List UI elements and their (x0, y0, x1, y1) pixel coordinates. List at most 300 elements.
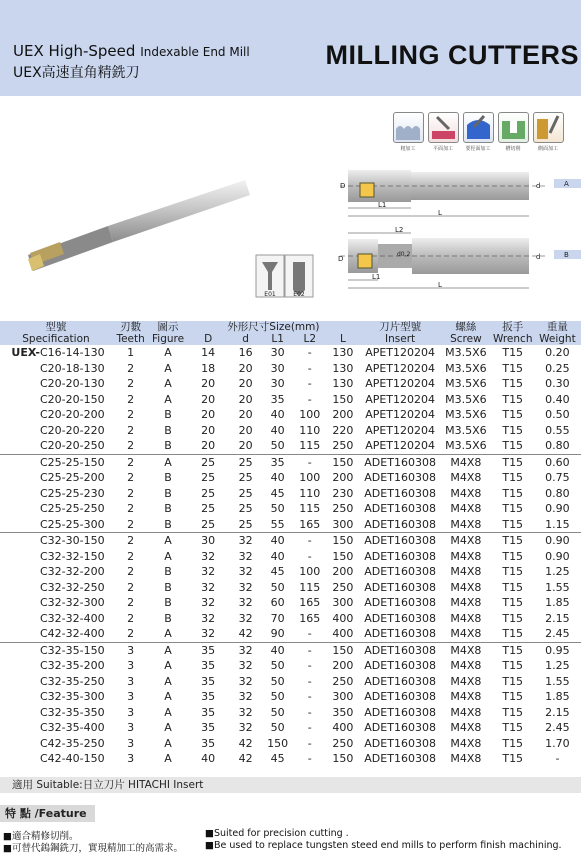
table-cell: M3.5X6 (445, 408, 487, 422)
table-cell: 35 (201, 674, 216, 688)
spec-cell (0, 564, 112, 580)
table-cell: T15 (502, 471, 524, 485)
table-cell: 230 (332, 486, 354, 500)
table-cell: 2 (127, 408, 135, 422)
table-row (0, 407, 581, 423)
table-cell: T15 (502, 659, 524, 673)
table-cell: B (164, 517, 172, 531)
spec-code: C25-25-230 (40, 486, 105, 500)
table-cell: 35 (262, 454, 294, 470)
table-cell: 32 (201, 565, 216, 579)
table-cell: T15 (502, 408, 524, 422)
table-cell: 50 (270, 502, 285, 516)
table-cell: 0.95 (534, 642, 581, 658)
table-cell: T15 (502, 674, 524, 688)
table-cell: 40 (270, 471, 285, 485)
table-cell: A (164, 674, 172, 688)
svg-text:d: d (536, 182, 541, 190)
spec-code: C42-35-250 (40, 736, 105, 750)
table-cell: 150 (326, 533, 360, 549)
table-cell: T15 (502, 377, 524, 391)
table-cell: 45 (270, 752, 285, 766)
table-cell: B (164, 408, 172, 422)
spec-code: C32-35-350 (40, 705, 105, 719)
feature-en-line-1: ■Suited for precision cutting . (205, 828, 349, 839)
table-row (0, 626, 581, 642)
table-cell: 3 (127, 674, 135, 688)
table-row (0, 595, 581, 611)
table-cell: 2 (127, 423, 135, 437)
spec-code: C32-32-200 (40, 565, 105, 579)
table-cell: 25 (201, 517, 216, 531)
table-row (0, 470, 581, 486)
table-cell: 50 (270, 674, 285, 688)
svg-text:D: D (340, 182, 346, 190)
table-cell: - (307, 705, 312, 719)
table-cell: 45 (270, 565, 285, 579)
spec-code: C42-32-400 (40, 627, 105, 641)
feature-title: 特 點 /Feature (0, 805, 95, 822)
spec-cell (0, 470, 112, 486)
table-cell: M4X8 (450, 502, 482, 516)
table-cell: 130 (332, 346, 354, 360)
table-cell: 32 (238, 674, 253, 688)
spec-code: C20-18-130 (40, 361, 105, 375)
table-cell: 165 (299, 596, 321, 610)
table-cell: 250 (332, 439, 354, 453)
product-drawings (0, 150, 581, 320)
spec-prefix: UEX- (11, 346, 40, 360)
table-cell: A (164, 392, 172, 406)
table-cell: - (307, 690, 312, 704)
table-cell: 35 (201, 736, 216, 750)
table-cell: B (164, 486, 172, 500)
table-cell: 50 (270, 580, 285, 594)
table-cell: ADET160308 (364, 517, 436, 531)
table-row (0, 580, 581, 596)
table-cell: - (307, 674, 312, 688)
table-cell: T15 (502, 752, 524, 766)
table-cell: A (164, 361, 172, 375)
table-cell: 400 (332, 721, 354, 735)
table-cell: 42 (238, 752, 253, 766)
table-cell: - (294, 533, 326, 549)
slotting-label: 槽切削 (505, 146, 521, 152)
slotting-icon (498, 112, 529, 143)
table-cell: M4X8 (450, 486, 482, 500)
spec-cell (0, 611, 112, 627)
spec-table: 型號 Specification 刃數 Teeth 圖示 Figure 外形尺寸Size(mm) 刀片型號 Insert 螺絲 Screw 扳手 Wrench 重量 Weight D d L1 L2 L UEX-C16-14-130 1 A 14 16 30 - 130 APET120204 M3.5X6 T15 0.20 C20-18-130 2 A 18 20 30 - 130 APET120204 M3.5X6 T15 0.25 C20-20-130 2 A 20 20 30 - 130 APET120204 M3.5X6 T15 0.30 C20-20-150 2 A 20 20 35 - 150 APET120204 M3.5X6 T15 0.40 C20-20-200 2 B 20 20 40 100 200 APET120204 M3.5X6 T15 0.50 C20-20-220 2 B 20 20 40 110 220 APET120204 M3.5X6 T15 0.55 C20-20-250 2 B 20 20 50 115 250 APET120204 M3.5X6 T15 0.80 C25-25-150 2 A 25 25 35 - 150 ADET160308 M4X8 T15 0.60 C25-25-200 2 B 25 25 40 100 200 ADET160308 M4X8 T15 0.75 C25-25-230 2 B 25 25 45 110 230 ADET160308 M4X8 T15 0.80 C25-25-250 2 B 25 25 50 115 250 ADET160308 M4X8 T15 0.90 C25-25-300 2 B 25 25 55 165 300 ADET160308 M4X8 T15 1.15 C32-30-150 2 A 30 32 40 - 150 ADET160308 M4X8 T15 0.90 C32-32-150 2 A 32 32 40 - 150 ADET160308 M4X8 T15 0.90 C32-32-200 2 B 32 32 45 100 200 ADET160308 M4X8 T15 1.25 C32-32-250 2 B 32 32 50 115 250 ADET160308 M4X8 T15 1.55 C32-32-300 2 B 32 32 60 165 300 ADET160308 M4X8 T15 1.85 C32-32-400 2 B 32 32 70 165 400 ADET160308 M4X8 T15 2.15 C42-32-400 2 A 32 42 90 - 400 ADET160308 M4X8 T15 2.45 C32-35-150 3 A 35 32 40 - 150 ADET160308 M4X8 T15 0.95 C32-35-200 3 A 35 32 50 - 200 ADET160308 M4X8 T15 1.25 C32-35-250 3 A 35 32 50 - 250 ADET160308 M4X8 T15 1.55 C32-35-300 3 A 35 32 50 - 300 ADET160308 M4X8 T15 1.85 C32-35-350 3 A 35 32 50 - 350 ADET160308 M4X8 T15 2.15 C32-35-400 3 A 35 32 50 - 400 ADET160308 M4X8 T15 2.45 C42-35-250 3 A 35 42 150 - 250 ADET160308 M4X8 T15 1.70 C42-40-150 3 A 40 42 45 - 150 ADET160308 M4X8 T15 - (0, 321, 581, 767)
table-cell: T15 (492, 454, 534, 470)
table-cell: 20 (238, 423, 253, 437)
feature-en-line-2: ■Be used to replace tungsten steed end mills to perform finish machining. (205, 840, 562, 851)
table-cell: ADET160308 (360, 454, 440, 470)
table-cell: B (164, 471, 172, 485)
spec-code: C42-40-150 (40, 752, 105, 766)
table-cell: 42 (238, 736, 253, 750)
drawing-b (338, 226, 581, 289)
table-cell: ADET160308 (364, 580, 436, 594)
table-cell: 40 (270, 549, 285, 563)
table-cell: 115 (299, 502, 321, 516)
table-cell: APET120204 (365, 392, 436, 406)
table-cell: A (164, 705, 172, 719)
header-english-title: UEX High-Speed Indexable End Mill (13, 42, 250, 60)
table-cell: 45 (270, 486, 285, 500)
spec-cell (0, 736, 112, 752)
spec-code: C32-35-400 (40, 721, 105, 735)
screw-label-e02: E02 (293, 291, 305, 298)
table-cell: B (164, 580, 172, 594)
table-cell: ADET160308 (364, 502, 436, 516)
table-cell: M4X8 (450, 611, 482, 625)
table-cell: 1.15 (545, 517, 570, 531)
table-cell: 20 (238, 439, 253, 453)
table-cell: ADET160308 (360, 642, 440, 658)
table-cell: M3.5X6 (445, 361, 487, 375)
table-cell: 35 (201, 705, 216, 719)
spec-cell (0, 438, 112, 454)
table-cell: 2 (127, 517, 135, 531)
table-cell: 20 (201, 439, 216, 453)
spec-cell (0, 361, 112, 377)
table-cell: 35 (201, 659, 216, 673)
feature-zh-line-1: ■適合精修切削。 (3, 831, 79, 842)
table-row (0, 611, 581, 627)
table-cell: 32 (230, 533, 262, 549)
table-cell: M4X8 (450, 705, 482, 719)
table-cell: 55 (270, 517, 285, 531)
table-cell: T15 (502, 596, 524, 610)
table-cell: 25 (238, 486, 253, 500)
table-cell: M3.5X6 (445, 439, 487, 453)
table-cell: M4X8 (450, 580, 482, 594)
table-cell: M4X8 (450, 517, 482, 531)
table-cell: T15 (502, 580, 524, 594)
table-cell: ADET160308 (364, 752, 436, 766)
spec-cell (0, 533, 112, 549)
table-cell: 220 (332, 423, 354, 437)
table-cell: 30 (270, 377, 285, 391)
spec-code: C20-20-220 (40, 423, 105, 437)
table-cell: 0.25 (545, 361, 570, 375)
table-cell: T15 (502, 439, 524, 453)
spec-cell (0, 376, 112, 392)
table-cell: 2 (127, 361, 135, 375)
table-cell: 250 (332, 580, 354, 594)
table-cell: 32 (238, 705, 253, 719)
table-cell: 0.80 (545, 439, 570, 453)
table-cell: 30 (270, 346, 285, 360)
table-cell: 20 (238, 392, 253, 406)
table-cell: 100 (299, 565, 321, 579)
table-cell: ADET160308 (364, 549, 436, 563)
table-cell: 50 (270, 705, 285, 719)
table-cell: 1.85 (545, 596, 570, 610)
table-cell: 50 (270, 721, 285, 735)
spec-cell (0, 517, 112, 533)
table-cell: B (164, 439, 172, 453)
table-cell: 200 (332, 565, 354, 579)
table-cell: 30 (270, 361, 285, 375)
table-cell: B (164, 611, 172, 625)
table-cell: 25 (230, 454, 262, 470)
spec-code: C32-35-150 (40, 643, 105, 657)
spec-code: C20-20-130 (40, 377, 105, 391)
table-cell: 40 (262, 642, 294, 658)
table-row (0, 533, 581, 549)
table-cell: M4X8 (450, 674, 482, 688)
table-row (0, 517, 581, 533)
table-cell: 400 (332, 627, 354, 641)
spec-code: C32-32-300 (40, 596, 105, 610)
table-cell: 25 (201, 471, 216, 485)
table-cell: 16 (238, 346, 253, 360)
table-cell: 2.45 (545, 627, 570, 641)
table-cell: - (307, 721, 312, 735)
table-cell: 20 (238, 377, 253, 391)
header-chinese-title: UEX高速直角精銑刀 (13, 65, 140, 81)
table-cell: 1.85 (545, 690, 570, 704)
table-cell: ADET160308 (360, 533, 440, 549)
header-category-title: MILLING CUTTERS (325, 40, 579, 70)
table-cell: T15 (502, 346, 524, 360)
table-cell: - (307, 549, 312, 563)
table-cell: 20 (201, 377, 216, 391)
table-cell: 40 (262, 533, 294, 549)
table-row (0, 486, 581, 502)
table-cell: 25 (238, 471, 253, 485)
table-cell: APET120204 (365, 377, 436, 391)
table-cell: 2 (127, 377, 135, 391)
table-cell: - (307, 346, 312, 360)
table-cell: 35 (187, 642, 230, 658)
spec-cell (0, 407, 112, 423)
table-cell: 350 (332, 705, 354, 719)
table-cell: ADET160308 (364, 736, 436, 750)
table-cell: 2 (112, 454, 149, 470)
spec-cell (0, 580, 112, 596)
table-cell: T15 (502, 502, 524, 516)
table-cell: 32 (238, 690, 253, 704)
table-row (0, 361, 581, 377)
spec-cell (0, 454, 112, 470)
table-cell: 165 (299, 611, 321, 625)
table-cell: 3 (127, 690, 135, 704)
table-cell: T15 (492, 642, 534, 658)
table-cell: 0.55 (545, 423, 570, 437)
table-cell: 25 (201, 486, 216, 500)
table-row (0, 751, 581, 767)
table-cell: 100 (299, 408, 321, 422)
table-cell: M4X8 (450, 565, 482, 579)
spec-code: C32-30-150 (40, 534, 105, 548)
table-cell: 2 (127, 471, 135, 485)
table-cell: - (307, 659, 312, 673)
table-row (0, 376, 581, 392)
table-row (0, 501, 581, 517)
table-cell: T15 (502, 423, 524, 437)
table-cell: 3 (127, 752, 135, 766)
table-cell: 32 (201, 549, 216, 563)
table-cell: 2 (127, 549, 135, 563)
table-cell: M4X8 (450, 721, 482, 735)
table-cell: M4X8 (450, 752, 482, 766)
spec-code: C32-35-250 (40, 674, 105, 688)
table-cell: 100 (299, 471, 321, 485)
table-cell: 200 (332, 471, 354, 485)
table-cell: ADET160308 (364, 721, 436, 735)
table-cell: 115 (299, 580, 321, 594)
spec-code: C25-25-150 (40, 455, 105, 469)
svg-text:L: L (438, 281, 442, 289)
table-cell: 32 (238, 596, 253, 610)
table-cell: ADET160308 (364, 659, 436, 673)
table-cell: T15 (492, 533, 534, 549)
svg-text:A: A (564, 180, 569, 188)
table-cell: 25 (238, 502, 253, 516)
table-cell: B (164, 423, 172, 437)
table-cell: 0.80 (545, 486, 570, 500)
table-row (0, 438, 581, 454)
table-cell: M3.5X6 (445, 346, 487, 360)
table-cell: 32 (238, 565, 253, 579)
table-cell: M4X8 (450, 549, 482, 563)
table-cell: M4X8 (450, 690, 482, 704)
table-row (0, 423, 581, 439)
table-cell: 2.15 (545, 705, 570, 719)
table-row (0, 689, 581, 705)
table-row (0, 642, 581, 658)
table-cell: 32 (230, 642, 262, 658)
table-cell: - (307, 392, 312, 406)
spec-cell (0, 689, 112, 705)
spec-cell (0, 720, 112, 736)
table-cell: A (164, 721, 172, 735)
table-cell: 60 (270, 596, 285, 610)
spec-cell (0, 486, 112, 502)
table-cell: T15 (502, 705, 524, 719)
table-cell: 50 (270, 659, 285, 673)
table-cell: T15 (502, 486, 524, 500)
table-cell: 200 (332, 408, 354, 422)
table-cell: 150 (332, 752, 354, 766)
table-cell: 2 (127, 611, 135, 625)
table-cell: 32 (201, 580, 216, 594)
table-cell: APET120204 (365, 408, 436, 422)
table-cell: 42 (238, 627, 253, 641)
table-cell: 0.90 (545, 549, 570, 563)
spec-code: C16-14-130 (40, 346, 105, 360)
table-cell: A (164, 690, 172, 704)
spec-code: C25-25-200 (40, 471, 105, 485)
table-cell: 25 (238, 517, 253, 531)
table-cell: 32 (238, 659, 253, 673)
svg-text:L2: L2 (395, 226, 404, 234)
table-cell: 0.90 (545, 502, 570, 516)
table-cell: - (307, 752, 312, 766)
table-cell: A (164, 659, 172, 673)
table-cell: A (149, 454, 186, 470)
table-cell: 2 (127, 565, 135, 579)
table-cell: 1.70 (545, 736, 570, 750)
table-cell: - (307, 736, 312, 750)
table-cell: 70 (270, 611, 285, 625)
table-cell: - (307, 627, 312, 641)
table-cell: - (307, 377, 312, 391)
table-cell: 130 (332, 361, 354, 375)
table-row (0, 674, 581, 690)
table-cell: T15 (502, 611, 524, 625)
table-cell: ADET160308 (364, 705, 436, 719)
svg-text:D: D (338, 255, 344, 263)
spec-cell (0, 658, 112, 674)
table-cell: ADET160308 (364, 565, 436, 579)
svg-text:B: B (564, 251, 569, 259)
table-cell: T15 (502, 549, 524, 563)
table-cell: M3.5X6 (445, 423, 487, 437)
svg-text:L1: L1 (372, 273, 381, 281)
table-cell: 2 (127, 502, 135, 516)
table-cell: 32 (238, 580, 253, 594)
svg-text:d: d (536, 253, 541, 261)
table-row (0, 736, 581, 752)
table-cell: 32 (238, 549, 253, 563)
table-cell: - (294, 454, 326, 470)
table-cell: 20 (238, 361, 253, 375)
spec-code: C20-20-250 (40, 439, 105, 453)
table-cell: B (164, 596, 172, 610)
table-cell: ADET160308 (364, 486, 436, 500)
table-cell: 300 (332, 690, 354, 704)
table-cell: 30 (187, 533, 230, 549)
screw-label-e01: E01 (264, 291, 276, 298)
table-cell: 2 (127, 439, 135, 453)
spec-code: C20-20-200 (40, 408, 105, 422)
table-cell: 2 (127, 486, 135, 500)
table-row (0, 454, 581, 470)
spec-cell (0, 423, 112, 439)
table-cell: 14 (201, 346, 216, 360)
table-cell: 0.20 (545, 346, 570, 360)
table-cell: T15 (502, 361, 524, 375)
table-row (0, 658, 581, 674)
spec-code: C25-25-250 (40, 502, 105, 516)
table-cell: 2.15 (545, 611, 570, 625)
table-cell: - (307, 361, 312, 375)
table-cell: 50 (270, 690, 285, 704)
table-cell: 3 (112, 642, 149, 658)
spec-code: C25-25-300 (40, 517, 105, 531)
header-banner (0, 0, 581, 96)
table-cell: APET120204 (365, 423, 436, 437)
table-cell: 40 (270, 423, 285, 437)
table-cell: T15 (502, 392, 524, 406)
table-cell: 32 (238, 611, 253, 625)
svg-text:L1: L1 (378, 201, 387, 209)
spec-cell (0, 751, 112, 767)
table-cell: A (149, 533, 186, 549)
table-cell: 115 (299, 439, 321, 453)
table-cell: A (164, 346, 172, 360)
table-cell: M4X8 (450, 659, 482, 673)
table-cell: M4X8 (440, 454, 491, 470)
table-cell: M4X8 (450, 471, 482, 485)
table-cell: 25 (201, 502, 216, 516)
table-cell: A (149, 642, 186, 658)
face-machining-label: 平面加工 (432, 146, 453, 152)
table-cell: 0.75 (545, 471, 570, 485)
